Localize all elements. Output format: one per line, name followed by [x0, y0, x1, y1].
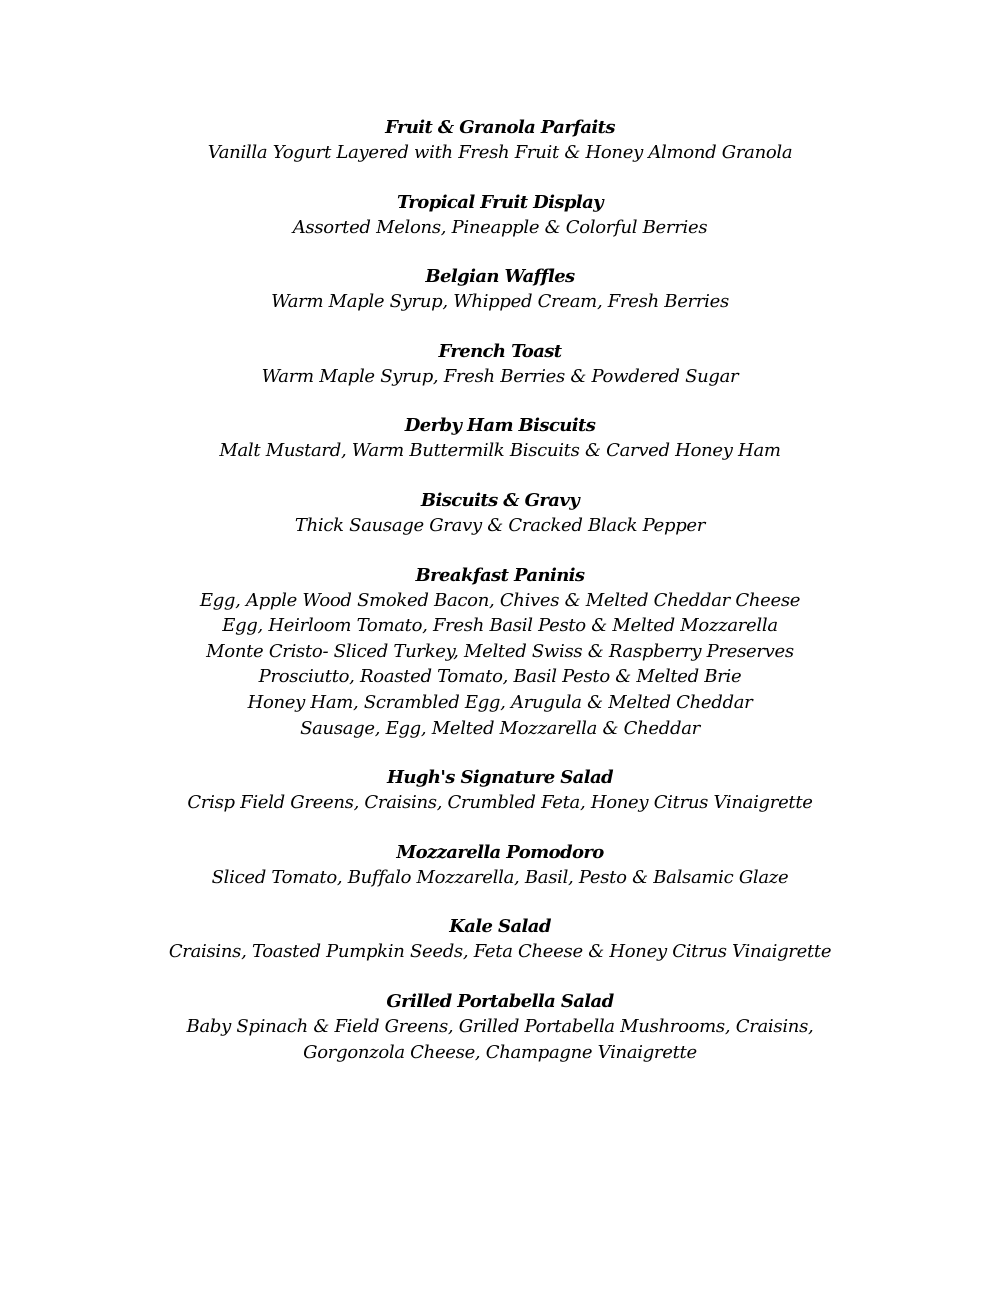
menu-item-biscuits-gravy: [0, 489, 1000, 539]
menu-item-description: Egg, Heirloom Tomato, Fresh Basil Pesto & Melted Mozzarella: [222, 615, 778, 637]
menu-item-title: Tropical Fruit Display: [396, 191, 604, 213]
menu-item-breakfast-paninis: [0, 564, 1000, 742]
menu-item-description: Sausage, Egg, Melted Mozzarella & Cheddar: [300, 717, 700, 739]
menu-item-description: Sliced Tomato, Buffalo Mozzarella, Basil, Pesto & Balsamic Glaze: [211, 866, 789, 888]
menu-item-kale-salad: [0, 915, 1000, 965]
menu-item-hughs-signature-salad: [0, 766, 1000, 816]
menu-item-description: Warm Maple Syrup, Fresh Berries & Powdered Sugar: [261, 365, 739, 387]
menu-item-description: Crisp Field Greens, Craisins, Crumbled Feta, Honey Citrus Vinaigrette: [187, 792, 813, 814]
menu-item-description: Vanilla Yogurt Layered with Fresh Fruit & Honey Almond Granola: [207, 142, 793, 163]
menu-item-description: Honey Ham, Scrambled Egg, Arugula & Melted Cheddar: [247, 691, 753, 713]
menu-item-description: Baby Spinach & Field Greens, Grilled Portabella Mushrooms, Craisins,: [186, 1015, 814, 1037]
menu-item-description: Warm Maple Syrup, Whipped Cream, Fresh Berries: [271, 291, 729, 313]
menu-item-title: Mozzarella Pomodoro: [396, 841, 604, 863]
menu-item-title: Fruit & Granola Parfaits: [385, 117, 615, 138]
menu-item-mozzarella-pomodoro: [0, 841, 1000, 891]
menu-item-description: Prosciutto, Roasted Tomato, Basil Pesto & Melted Brie: [258, 666, 742, 688]
menu-item-title: Derby Ham Biscuits: [404, 415, 596, 437]
menu-item-title: Belgian Waffles: [425, 266, 575, 288]
menu-item-description: Monte Cristo- Sliced Turkey, Melted Swiss & Raspberry Preserves: [206, 640, 794, 662]
menu-item-title: French Toast: [438, 340, 562, 362]
menu-item-title: Kale Salad: [449, 916, 551, 938]
menu-item-description: Gorgonzola Cheese, Champagne Vinaigrette: [303, 1041, 697, 1063]
menu-page: [0, 116, 1000, 1065]
menu-item-grilled-portabella-salad: [0, 990, 1000, 1065]
menu-item-derby-ham-biscuits: [0, 414, 1000, 464]
menu-item-description: Egg, Apple Wood Smoked Bacon, Chives & Melted Cheddar Cheese: [199, 589, 801, 611]
menu-item-description: Malt Mustard, Warm Buttermilk Biscuits & Carved Honey Ham: [219, 440, 781, 462]
menu-item-french-toast: [0, 340, 1000, 390]
menu-item-description: Craisins, Toasted Pumpkin Seeds, Feta Cheese & Honey Citrus Vinaigrette: [168, 941, 832, 963]
menu-item-title: Biscuits & Gravy: [420, 489, 580, 511]
menu-item-title: Breakfast Paninis: [415, 564, 585, 586]
menu-item-fruit-granola-parfaits: [0, 116, 1000, 166]
menu-item-title: Hugh's Signature Salad: [386, 767, 613, 789]
menu-item-belgian-waffles: [0, 265, 1000, 315]
menu-item-description: Thick Sausage Gravy & Cracked Black Pepper: [294, 514, 706, 536]
menu-item-description: Assorted Melons, Pineapple & Colorful Berries: [292, 216, 708, 238]
menu-item-tropical-fruit-display: [0, 191, 1000, 241]
menu-item-title: Grilled Portabella Salad: [386, 990, 614, 1012]
